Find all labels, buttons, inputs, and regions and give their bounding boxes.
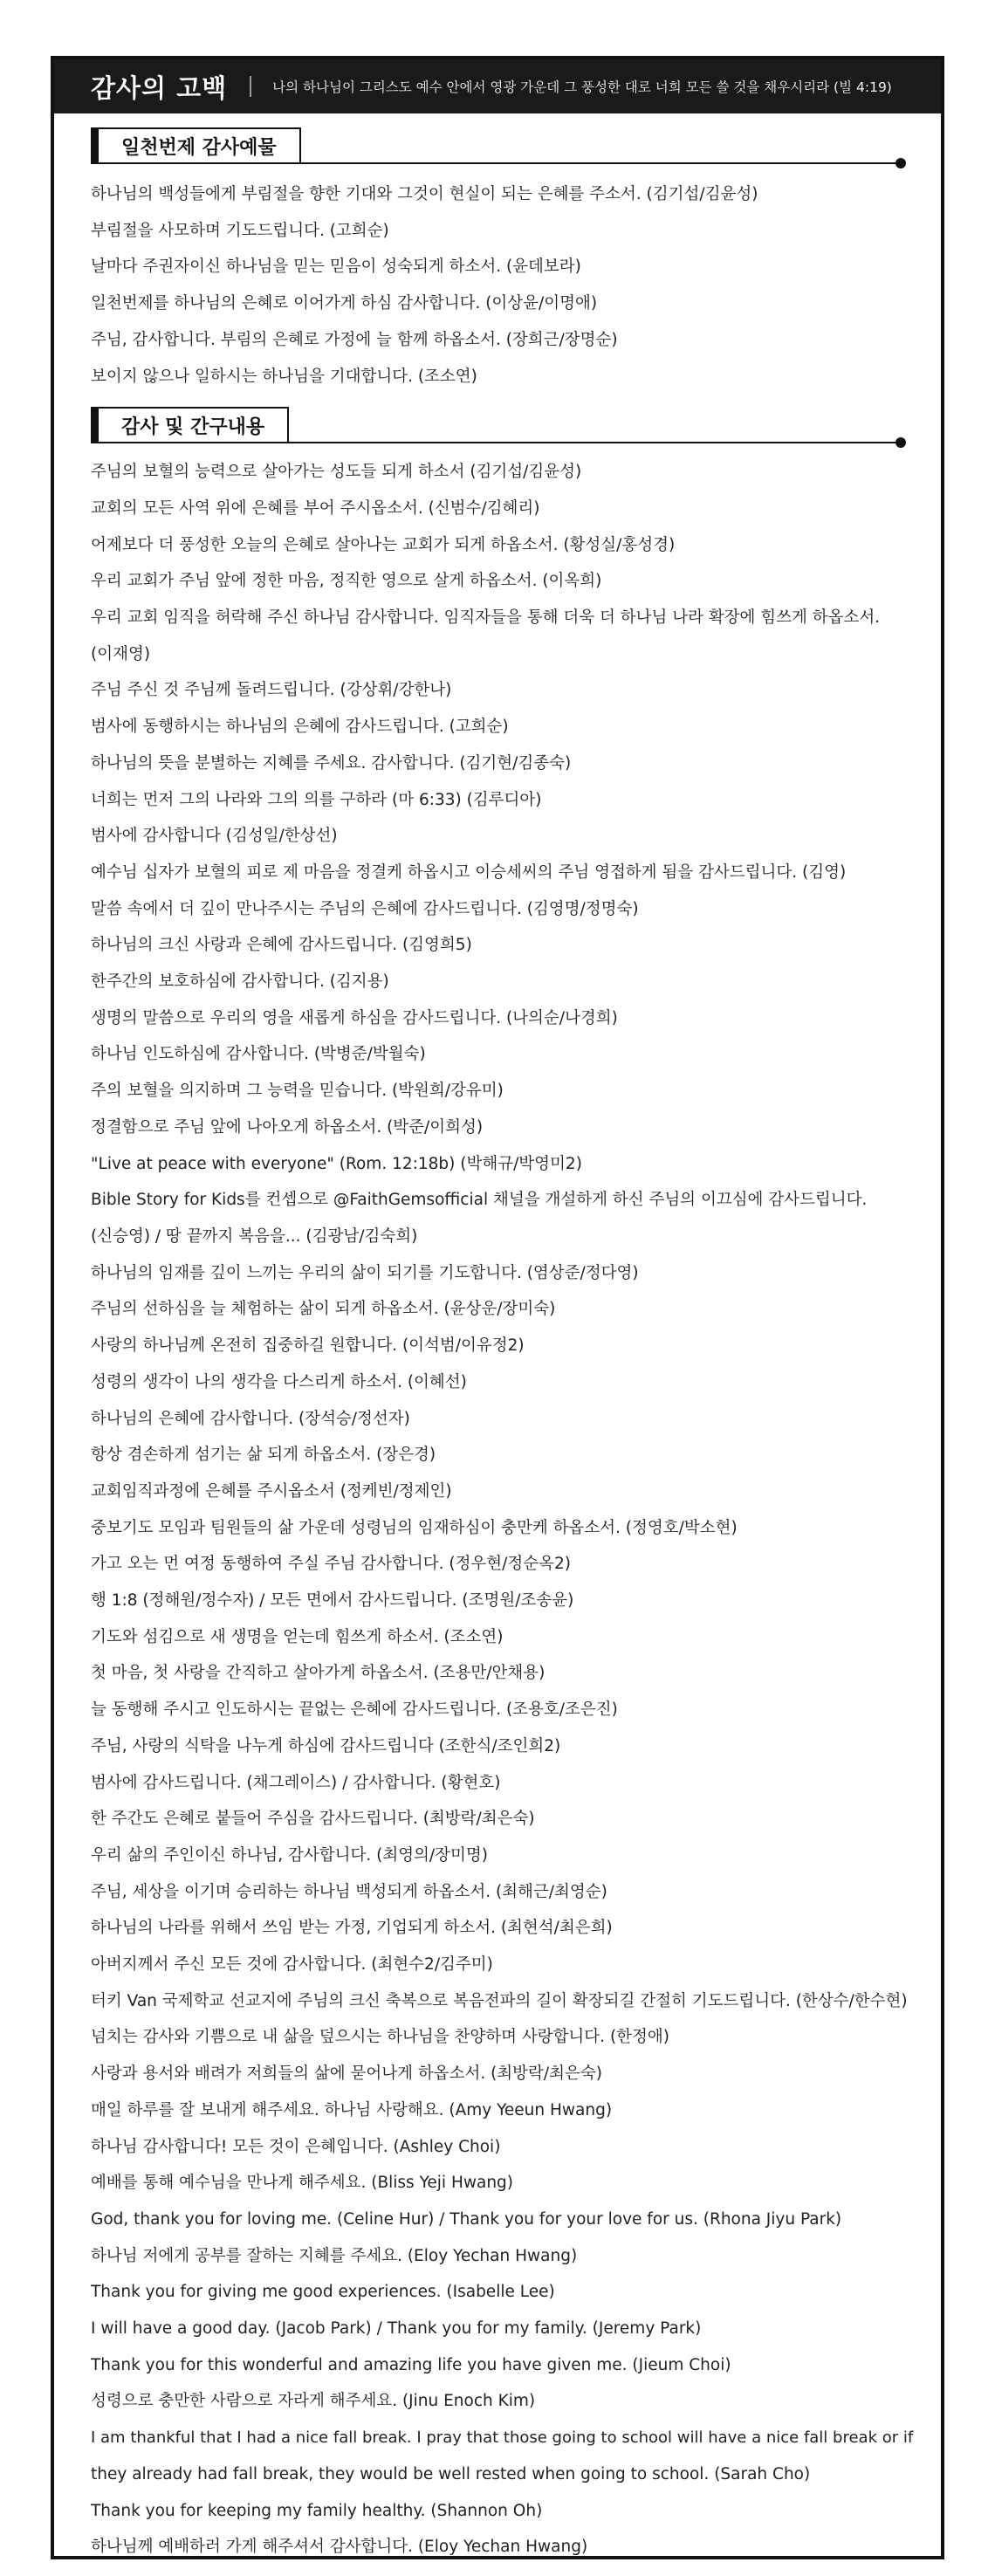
- list-item: 교회임직과정에 은혜를 주시옵소서 (정케빈/정제인): [91, 1481, 452, 1501]
- list-item: Thank you for keeping my family healthy. (Shannon Oh): [91, 2501, 543, 2520]
- list-item: 범사에 감사합니다 (김성일/한상선): [91, 827, 338, 846]
- list-item: 기도와 섬김으로 새 생명을 얻는데 힘쓰게 하소서. (조소연): [91, 1627, 504, 1646]
- list-item: 하나님의 임재를 깊이 느끼는 우리의 삶이 되기를 기도합니다. (염상준/정다영): [91, 1263, 639, 1282]
- list-item: 말씀 속에서 더 깊이 만나주시는 주님의 은혜에 감사드립니다. (김영명/정명숙): [91, 899, 639, 918]
- section-dot: [896, 158, 906, 168]
- list-item: I am thankful that I had a nice fall break. I pray that those going to school will have a nice fall break or if: [91, 2428, 914, 2448]
- list-item: 하나님 인도하심에 감사합니다. (박병준/박월숙): [91, 1045, 426, 1064]
- list-item: 한 주간도 은혜로 붙들어 주심을 감사드립니다. (최방락/최은숙): [91, 1810, 535, 1829]
- section-offerings: [54, 127, 941, 395]
- list-item: 주님 주신 것 주님께 돌려드립니다. (강상휘/강한나): [91, 681, 452, 700]
- list-item: I will have a good day. (Jacob Park) / Thank you for my family. (Jeremy Park): [91, 2319, 702, 2339]
- page-header: [54, 59, 941, 113]
- list-item: 날마다 주권자이신 하나님을 믿는 믿음이 성숙되게 하소서. (윤데보라): [91, 258, 581, 277]
- list-item: 늘 동행해 주시고 인도하시는 끝없는 은혜에 감사드립니다. (조용호/조은진): [91, 1700, 618, 1720]
- list-item: 주의 보혈을 의지하며 그 능력을 믿습니다. (박원희/강유미): [91, 1082, 504, 1101]
- list-item: 주님의 보혈의 능력으로 살아가는 성도들 되게 하소서 (김기섭/김윤성): [91, 463, 582, 482]
- section-title: 일천번제 감사예물: [91, 127, 301, 164]
- list-item: (이재영): [91, 644, 151, 663]
- list-item: 사랑의 하나님께 온전히 집중하길 원합니다. (이석범/이유정2): [91, 1336, 525, 1356]
- list-item: God, thank you for loving me. (Celine Hur) / Thank you for your love for us. (Rhona Jiyu Park): [91, 2209, 842, 2229]
- list-item: 너희는 먼저 그의 나라와 그의 의를 구하라 (마 6:33) (김루디아): [91, 790, 542, 809]
- list-item: 매일 하루를 잘 보내게 해주세요. 하나님 사랑해요. (Amy Yeeun Hwang): [91, 2100, 613, 2119]
- list-item: 하나님의 나라를 위해서 쓰임 받는 가정, 기업되게 하소서. (최현석/최은희): [91, 1919, 613, 1938]
- list-item: 가고 오는 먼 여정 동행하여 주실 주님 감사합니다. (정우현/정순옥2): [91, 1555, 572, 1574]
- header-divider: [250, 76, 251, 97]
- list-item: 하나님께 예배하러 가게 해주셔서 감사합니다. (Eloy Yechan Hwang): [91, 2538, 588, 2557]
- list-item: 범사에 감사드립니다. (채그레이스) / 감사합니다. (황현호): [91, 1773, 501, 1792]
- list-item: 생명의 말씀으로 우리의 영을 새롭게 하심을 감사드립니다. (나의순/나경희): [91, 1008, 618, 1027]
- list-item: 범사에 동행하시는 하나님의 은혜에 감사드립니다. (고희순): [91, 718, 509, 737]
- list-item: 행 1:8 (정해원/정수자) / 모든 면에서 감사드립니다. (조명원/조송윤): [91, 1591, 574, 1611]
- list-item: they already had fall break, they would be well rested when going to school. (Sarah Cho): [91, 2464, 811, 2483]
- list-item: 하나님 저에게 공부를 잘하는 지혜를 주세요. (Eloy Yechan Hwang): [91, 2246, 578, 2265]
- list-item: 아버지께서 주신 모든 것에 감사합니다. (최현수2/김주미): [91, 1955, 493, 1975]
- list-item: 주님, 세상을 이기며 승리하는 하나님 백성되게 하옵소서. (최해근/최영순): [91, 1882, 607, 1901]
- list-item: 예배를 통해 예수님을 만나게 해주세요. (Bliss Yeji Hwang): [91, 2174, 514, 2193]
- section-header: [91, 127, 906, 166]
- list-item: 하나님의 크신 사랑과 은혜에 감사드립니다. (김영희5): [91, 936, 472, 955]
- thanksgiving-board: [51, 56, 944, 2559]
- list-item: 성령의 생각이 나의 생각을 다스리게 하소서. (이혜선): [91, 1372, 467, 1391]
- list-item: 넘치는 감사와 기쁨으로 내 삶을 덮으시는 하나님을 찬양하며 사랑합니다. (한정애): [91, 2028, 669, 2047]
- list-item: 부림절을 사모하며 기도드립니다. (고희순): [91, 221, 389, 240]
- list-item: 우리 삶의 주인이신 하나님, 감사합니다. (최영의/장미명): [91, 1845, 488, 1865]
- list-item: 주님의 선하심을 늘 체험하는 삶이 되게 하옵소서. (윤상운/장미숙): [91, 1300, 556, 1319]
- section-header: [91, 407, 906, 445]
- list-item: "Live at peace with everyone" (Rom. 12:18b) (박해규/박영미2): [91, 1154, 582, 1173]
- list-item: 사랑과 용서와 배려가 저희들의 삶에 묻어나게 하옵소서. (최방락/최은숙): [91, 2064, 602, 2084]
- list-item: 예수님 십자가 보혈의 피로 제 마음을 정결케 하옵시고 이승세씨의 주님 영접하게 됨을 감사드립니다. (김영): [91, 862, 847, 882]
- list-item: 하나님의 백성들에게 부림절을 향한 기대와 그것이 현실이 되는 은혜를 주소서. (김기섭/김윤성): [91, 185, 758, 203]
- list-item: 터키 Van 국제학교 선교지에 주님의 크신 축복으로 복음전파의 길이 확장되길 간절히 기도드립니다. (한상수/한수현): [91, 1991, 908, 2010]
- list-item: 일천번제를 하나님의 은혜로 이어가게 하심 감사합니다. (이상윤/이명애): [91, 294, 598, 313]
- list-item: 첫 마음, 첫 사랑을 간직하고 살아가게 하옵소서. (조용만/안채용): [91, 1664, 546, 1683]
- list-item: 교회의 모든 사역 위에 은혜를 부어 주시옵소서. (신범수/김혜리): [91, 498, 540, 518]
- list-item: 주님, 사랑의 식탁을 나누게 하심에 감사드립니다 (조한식/조인희2): [91, 1736, 561, 1755]
- list-item: 한주간의 보호하심에 감사합니다. (김지용): [91, 972, 389, 992]
- list-item: 하나님 감사합니다! 모든 것이 은혜입니다. (Ashley Choi): [91, 2137, 501, 2156]
- list-item: 항상 겸손하게 섬기는 삶 되게 하옵소서. (장은경): [91, 1446, 436, 1465]
- list-item: Thank you for this wonderful and amazing life you have given me. (Jieum Choi): [91, 2355, 731, 2374]
- section-title: 감사 및 간구내용: [91, 407, 289, 443]
- header-verse: 나의 하나님이 그리스도 예수 안에서 영광 가운데 그 풍성한 대로 너희 모든 쓸 것을 채우시리라 (빌 4:19): [272, 79, 892, 95]
- offering-list: [91, 176, 915, 395]
- list-item: Thank you for giving me good experiences. (Isabelle Lee): [91, 2283, 555, 2302]
- section-prayers: [54, 407, 941, 2566]
- list-item: 주님, 감사합니다. 부림의 은혜로 가정에 늘 함께 하옵소서. (장희근/장명순): [91, 330, 618, 349]
- list-item: Bible Story for Kids를 컨셉으로 @FaithGemsofficial 채널을 개설하게 하신 주님의 이끄심에 감사드립니다.: [91, 1191, 868, 1210]
- list-item: 우리 교회가 주님 앞에 정한 마음, 정직한 영으로 살게 하옵소서. (이옥희): [91, 572, 602, 591]
- list-item: 중보기도 모임과 팀원들의 삶 가운데 성령님의 임재하심이 충만케 하옵소서. (정영호/박소현): [91, 1518, 738, 1537]
- section-dot: [896, 437, 906, 448]
- list-item: 성령으로 충만한 사람으로 자라게 해주세요. (Jinu Enoch Kim): [91, 2392, 536, 2411]
- prayer-list: [91, 454, 915, 2566]
- list-item: (신승영) / 땅 끝까지 복음을... (김광남/김숙희): [91, 1226, 418, 1246]
- list-item: 보이지 않으나 일하시는 하나님을 기대합니다. (조소연): [91, 367, 477, 386]
- list-item: 어제보다 더 풍성한 오늘의 은혜로 살아나는 교회가 되게 하옵소서. (황성실/홍성경): [91, 535, 676, 554]
- list-item: 정결함으로 주님 앞에 나아오게 하옵소서. (박준/이희성): [91, 1117, 484, 1137]
- page-title: 감사의 고백: [91, 72, 228, 103]
- list-item: 우리 교회 임직을 허락해 주신 하나님 감사합니다. 임직자들을 통해 더욱 더 하나님 나라 확장에 힘쓰게 하옵소서.: [91, 608, 881, 628]
- list-item: 하나님의 뜻을 분별하는 지혜를 주세요. 감사합니다. (김기현/김종숙): [91, 753, 572, 773]
- list-item: 하나님의 은혜에 감사합니다. (장석승/정선자): [91, 1409, 410, 1428]
